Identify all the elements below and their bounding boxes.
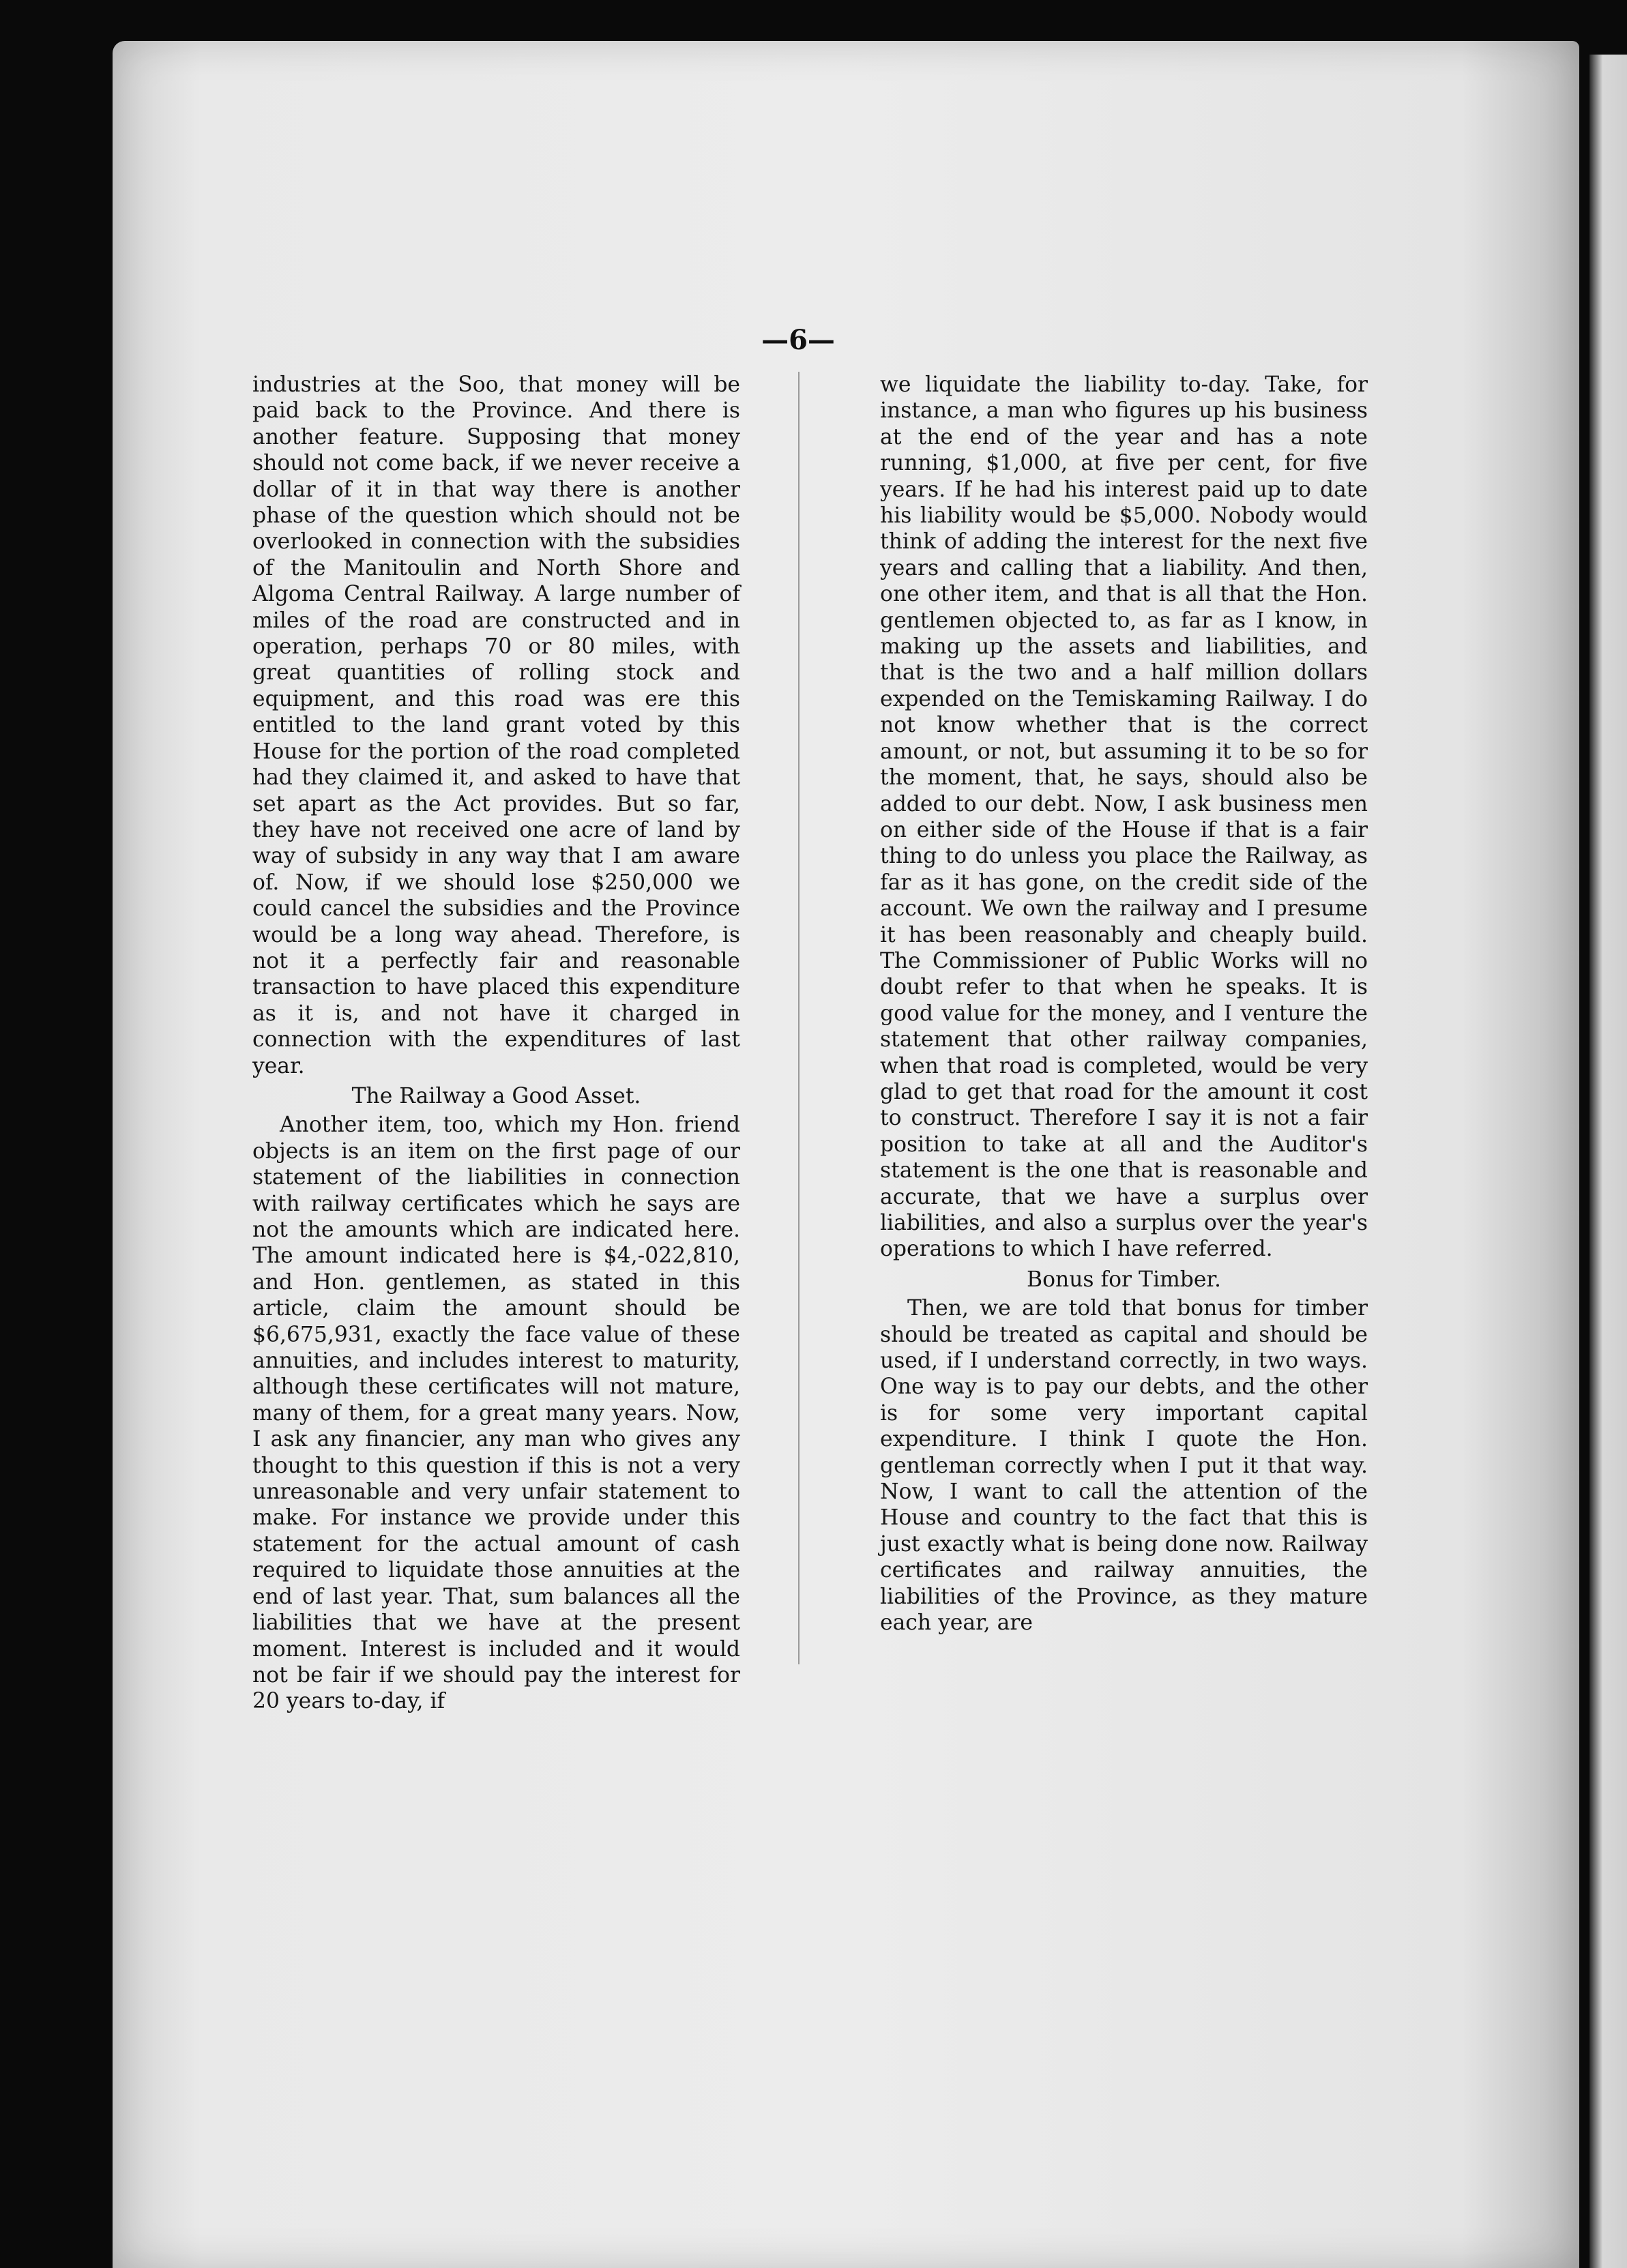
- left-paragraph-1: industries at the Soo, that money will be paid back to the Province. And there is another feature. Supposing that money should not come back, if we never receive a dollar of it in that way there is another phase of the question which should not be overlooked in connection with the subsidies of the Manitoulin and North Shore and Algoma Central Railway. A large number of miles of the road are constructed and in operation, perhaps 70 or 80 miles, with great quantities of rolling stock and equipment, and this road was ere this entitled to the land grant voted by this House for the portion of the road completed had they claimed it, and asked to have that set apart as the Act provides. But so far, they have not received one acre of land by way of subsidy in any way that I am aware of. Now, if we should lose $250,000 we could cancel the subsidies and the Province would be a long way ahead. Therefore, is not it a perfectly fair and reasonable transaction to have placed this expenditure as it is, and not have it charged in connection with the expenditures of last year.: [252, 372, 740, 1078]
- column-divider: [798, 372, 800, 1664]
- adjacent-page-edge: [1589, 55, 1627, 2268]
- right-section-heading: Bonus for Timber.: [1027, 1267, 1221, 1292]
- page-number: —6—: [761, 324, 835, 356]
- left-section-heading: The Railway a Good Asset.: [351, 1083, 641, 1108]
- left-paragraph-2: Another item, too, which my Hon. friend objects is an item on the first page of our statement of the liabilities in connection with railway certificates which he says are not the amounts which are indicated here. The amount indicated here is $4,-022,810, and Hon. gentlemen, as stated in this article, claim the amount should be $6,675,931, exactly the face value of these annuities, and includes interest to maturity, although these certificates will not mature, many of them, for a great many years. Now, I ask any financier, any man who gives any thought to this question if this is not a very unreasonable and very unfair statement to make. For instance we provide under this statement for the actual amount of cash required to liquidate those annuities at the end of last year. That, sum balances all the liabilities that we have at the present moment. Interest is included and it would not be fair if we should pay the interest for 20 years to-day, if: [252, 1113, 740, 1714]
- left-column: [252, 372, 740, 1715]
- right-column: [880, 372, 1368, 1636]
- right-paragraph-2: Then, we are told that bonus for timber should be treated as capital and should be used, if I understand correctly, in two ways. One way is to pay our debts, and the other is for some very important capital expenditure. I think I quote the Hon. gentleman correctly when I put it that way. Now, I want to call the attention of the House and country to the fact that this is just exactly what is being done now. Railway certificates and railway annuities, the liabilities of the Province, as they mature each year, are: [880, 1296, 1368, 1636]
- right-paragraph-1: we liquidate the liability to-day. Take, for instance, a man who figures up his business at the end of the year and has a note running, $1,000, at five per cent, for five years. If he had his interest paid up to date his liability would be $5,000. Nobody would think of adding the interest for the next five years and calling that a liability. And then, one other item, and that is all that the Hon. gentlemen objected to, as far as I know, in making up the assets and liabilities, and that is the two and a half million dollars expended on the Temiskaming Railway. I do not know whether that is the correct amount, or not, but assuming it to be so for the moment, that, he says, should also be added to our debt. Now, I ask business men on either side of the House if that is a fair thing to do unless you place the Railway, as far as it has gone, on the credit side of the account. We own the railway and I presume it has been reasonably and cheaply build. The Commissioner of Public Works will no doubt refer to that when he speaks. It is good value for the money, and I venture the statement that other railway companies, when that road is completed, would be very glad to get that road for the amount it cost to construct. Therefore I say it is not a fair position to take at all and the Auditor's statement is the one that is reasonable and accurate, that we have a surplus over liabilities, and also a surplus over the year's operations to which I have referred.: [880, 372, 1368, 1262]
